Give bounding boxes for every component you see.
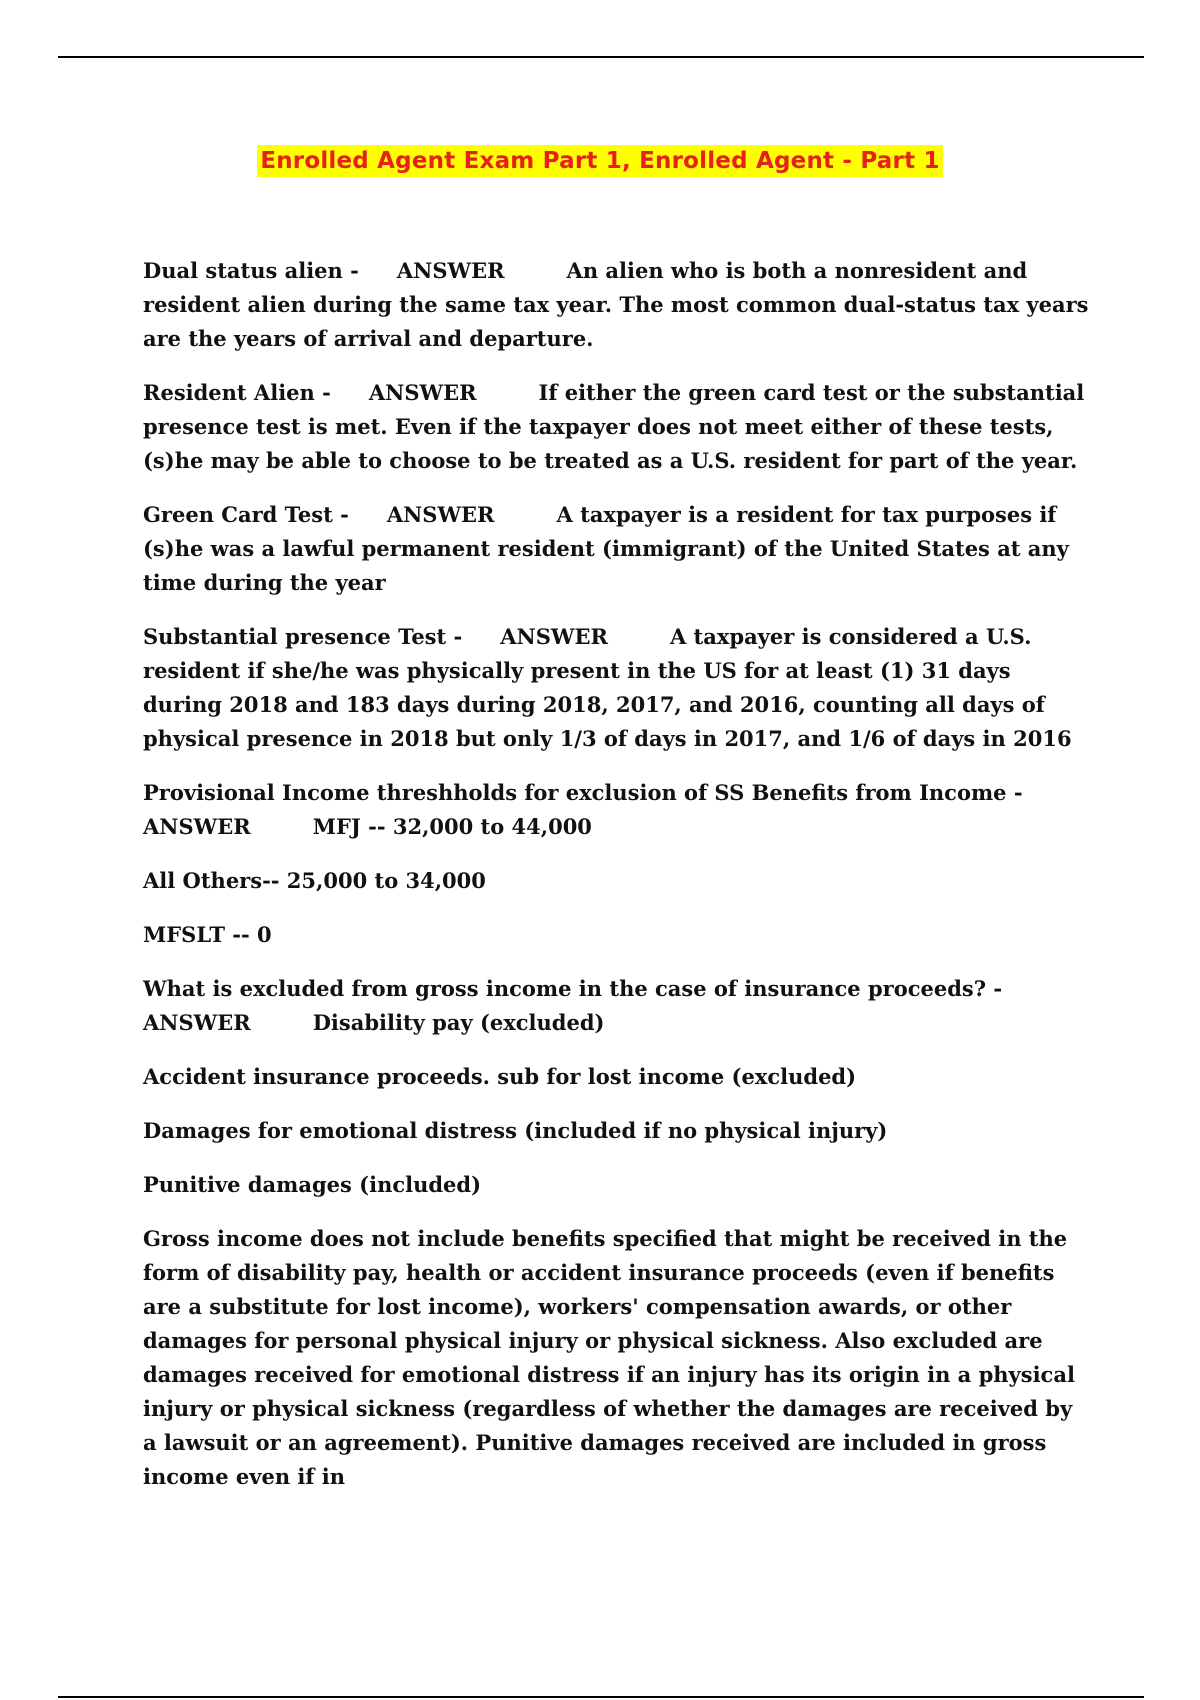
answer-label: ANSWER [368, 380, 477, 405]
entry-term: Substantial presence Test - [143, 624, 463, 649]
bottom-rule [58, 1696, 1144, 1698]
entry-term: Resident Alien - [143, 380, 331, 405]
entry-term: Green Card Test - [143, 502, 349, 527]
entry-term: What is excluded from gross income in the case of insurance proceeds? - [143, 976, 1003, 1001]
qa-entry-provisional-income [143, 776, 1093, 844]
answer-label: ANSWER [396, 258, 505, 283]
entry-answer: Disability pay (excluded) [312, 1010, 605, 1035]
entry-term: Provisional Income threshholds for exclusion of SS Benefits from Income - [143, 780, 1023, 805]
line-accident: Accident insurance proceeds. sub for lost income (excluded) [143, 1064, 857, 1089]
answer-label: ANSWER [386, 502, 495, 527]
entry-term: Dual status alien - [143, 258, 359, 283]
top-rule [58, 56, 1144, 58]
entry-answer: An alien who is both a nonresident and resident alien during the same tax year. The most common dual-status tax years are the years of arrival and departure. [143, 258, 1089, 351]
entry-answer: A taxpayer is a resident for tax purposes if (s)he was a lawful permanent resident (immigrant) of the United States at any time during the year [143, 502, 1069, 595]
document-title: Enrolled Agent Exam Part 1, Enrolled Agent - Part 1 [257, 145, 942, 177]
answer-label: ANSWER [500, 624, 608, 649]
document-body [143, 254, 1093, 1514]
qa-entry-substantial-presence [143, 620, 1093, 756]
qa-entry-dual-status [143, 254, 1093, 356]
entry-answer: If either the green card test or the substantial presence test is met. Even if the taxpayer does not meet either of these tests, (s)he may be able to choose to be treated as a U.S. resident for part of the year. [143, 380, 1085, 473]
qa-entry-insurance [143, 972, 1093, 1040]
title-container [0, 145, 1200, 177]
entry-answer: MFJ -- 32,000 to 44,000 [312, 814, 592, 839]
line-damages: Damages for emotional distress (included if no physical injury) [143, 1118, 888, 1143]
qa-entry-resident-alien [143, 376, 1093, 478]
qa-entry-green-card [143, 498, 1093, 600]
line-all-others: All Others-- 25,000 to 34,000 [143, 868, 486, 893]
closing-paragraph: Gross income does not include benefits specified that might be received in the form of disability pay, health or accident insurance proceeds (even if benefits are a substitute for lost income), workers' compensation awards, or other damages for personal physical injury or physical sickness. Also excluded are damages received for emotional distress if an injury has its origin in a physical injury or physical sickness (regardless of whether the damages are received by a lawsuit or an agreement). Punitive damages received are included in gross income even if in [143, 1226, 1075, 1489]
line-punitive: Punitive damages (included) [143, 1172, 482, 1197]
line-mfslt: MFSLT -- 0 [143, 922, 272, 947]
entry-answer: A taxpayer is considered a U.S. resident if she/he was physically present in the US for at least (1) 31 days during 2018 and 183 days during 2018, 2017, and 2016, counting all days of physical presence in 2018 but only 1/3 of days in 2017, and 1/6 of days in 2016 [143, 624, 1072, 751]
answer-label: ANSWER [143, 814, 251, 839]
answer-label: ANSWER [143, 1010, 251, 1035]
